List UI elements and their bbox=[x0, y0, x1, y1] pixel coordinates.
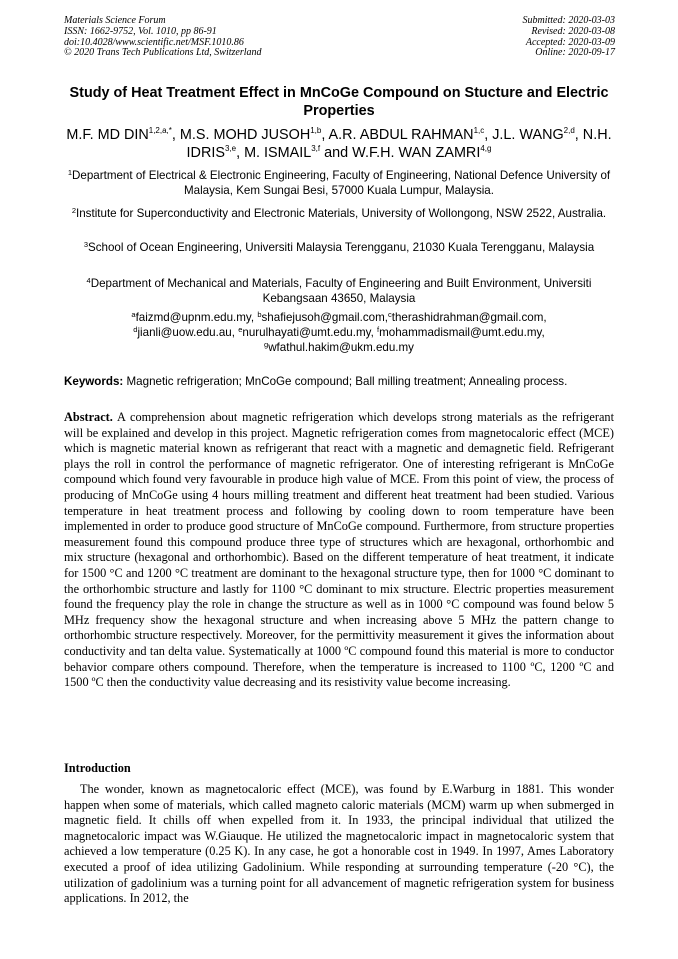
keywords-text: Magnetic refrigeration; MnCoGe compound; Ball milling treatment; Annealing process. bbox=[126, 375, 568, 388]
author-affiliation-mark: 1,c bbox=[473, 126, 485, 135]
abstract-section bbox=[64, 410, 614, 691]
author-separator: , bbox=[321, 127, 329, 143]
email-address[interactable]: nurulhayati@umt.edu.my bbox=[242, 326, 371, 339]
email-mark: d bbox=[133, 325, 138, 334]
email-address[interactable]: therashidrahman@gmail.com bbox=[391, 311, 544, 324]
publication-dates bbox=[523, 16, 616, 59]
email-mark: g bbox=[264, 340, 269, 349]
author-name: W.F.H. WAN ZAMRI bbox=[352, 145, 481, 161]
author-name: M.S. MOHD JUSOH bbox=[179, 127, 311, 143]
email-mark: b bbox=[257, 310, 262, 319]
email-mark: c bbox=[388, 310, 392, 319]
email-address[interactable]: jianli@uow.edu.au bbox=[137, 326, 232, 339]
email-separator: , bbox=[370, 326, 378, 339]
author-affiliation-mark: 1,b bbox=[310, 126, 322, 135]
introduction-heading: Introduction bbox=[64, 761, 131, 775]
email-separator: , bbox=[541, 326, 545, 339]
author-name: M.F. MD DIN bbox=[66, 127, 149, 143]
paper-title: Study of Heat Treatment Effect in MnCoGe Compound on Stucture and Electric Properties bbox=[69, 85, 609, 119]
journal-info bbox=[64, 16, 262, 59]
affiliation-text: Department of Mechanical and Materials, Faculty of Engineering and Built Environment, Universiti Kebangsaan 43650, Malaysia bbox=[90, 277, 592, 305]
affiliation-number: 3 bbox=[83, 240, 88, 249]
author-name: J.L. WANG bbox=[492, 127, 564, 143]
accepted-date: Accepted: 2020-03-09 bbox=[525, 36, 615, 48]
keywords-line bbox=[64, 374, 614, 389]
abstract-text: A comprehension about magnetic refrigeration which develops strong materials as the refrigerant will be explained and develop in this project. Magnetic refrigeration comes from magnetocaloric effect (MCE) which is magnetic material known as refrigerant that react with a magnetic and demagnetic field. Refrigerant plays the roll in control the performance of magnetic refrigerator. One of interesting refrigerant is MnCoGe compound which found very favourable in produce high value of MCE. From this point of view, the process of producing of MnCoGe using 4 hours milling treatment and different heat treatment had been studied. Various temperature in heat treatment process and following by cooling down to room temperature have been implemented in order to produce good structure of MnCoGe compound. Furthermore, from structure properties measurement found this compound produce three type of structures which are hexagonal, orthorhombic and mix structure (hexagonal and orthorhombic). Based on the different temperature of heat treatment, it indicate for 1500 °C and 1200 °C treatment are dominant to the hexagonal structure type, then for 1000 °C dominant to the orthorhombic structure and lastly for 1100 °C dominant to mix structure. Electric properties measurement found the frequency play the role in change the structure as well as in 1000 °C compound was found below 5 MHz frequency show the hexagonal structure and when increasing above 5 MHz the pattern change to orthorhombic structure respectively. Moreover, for the permittivity measurement it gives the information about conductivity and tan delta value. Systematically at 1000 ºC compound found this material is more to conductor behavior compare others compound. Therefore, when the temperature is increased to 1100 ºC, 1200 ºC and 1500 ºC then the conductivity value decreasing and its resistivity value become increasing. bbox=[64, 410, 614, 690]
email-separator: , bbox=[543, 311, 547, 324]
affiliation-text: School of Ocean Engineering, Universiti Malaysia Terengganu, 21030 Kuala Terengganu, Malaysia bbox=[88, 241, 595, 254]
affiliation-number: 1 bbox=[67, 168, 73, 177]
affiliation-text: Department of Electrical & Electronic Engineering, Faculty of Engineering, National Defence University of Malaysia, Kem Sungai Besi, 57000 Kuala Lumpur, Malaysia. bbox=[72, 169, 611, 197]
email-mark: e bbox=[238, 325, 243, 334]
email-list bbox=[64, 310, 614, 355]
author-affiliation-mark: 4,g bbox=[480, 144, 492, 153]
email-address[interactable]: shafiejusoh@gmail.com bbox=[261, 311, 385, 324]
author-affiliation-mark: 3,f bbox=[311, 144, 321, 153]
email-address[interactable]: faizmd@upnm.edu.my bbox=[135, 311, 251, 324]
issn-line: ISSN: 1662-9752, Vol. 1010, pp 86-91 bbox=[64, 25, 217, 37]
author-affiliation-mark: 2,d bbox=[563, 126, 575, 135]
affiliation-4 bbox=[64, 276, 614, 306]
email-separator: , bbox=[384, 311, 388, 324]
affiliation-number: 2 bbox=[71, 206, 77, 215]
copyright-line: © 2020 Trans Tech Publications Ltd, Switzerland bbox=[64, 47, 262, 59]
keywords-label: Keywords: bbox=[64, 375, 124, 388]
author-separator: , bbox=[574, 127, 583, 143]
author-separator: , bbox=[236, 145, 245, 161]
author-separator: , bbox=[484, 127, 493, 143]
affiliation-3 bbox=[64, 240, 614, 255]
email-mark: a bbox=[131, 310, 136, 319]
email-separator: , bbox=[250, 311, 258, 324]
revised-date: Revised: 2020-03-08 bbox=[531, 25, 615, 37]
author-list bbox=[64, 126, 614, 162]
author-name: N.H. IDRIS bbox=[186, 127, 612, 161]
affiliation-2 bbox=[64, 206, 614, 221]
author-separator: , bbox=[171, 127, 180, 143]
email-mark: f bbox=[377, 325, 380, 334]
submitted-date: Submitted: 2020-03-03 bbox=[522, 15, 615, 26]
email-separator: , bbox=[231, 326, 239, 339]
email-address[interactable]: mohammadismail@umt.edu.my bbox=[379, 326, 542, 339]
online-date: Online: 2020-09-17 bbox=[535, 47, 615, 59]
author-separator: and bbox=[320, 145, 353, 161]
affiliation-text: Institute for Superconductivity and Electronic Materials, University of Wollongong, NSW 2522, Australia. bbox=[76, 207, 607, 220]
author-affiliation-mark: 3,e bbox=[224, 144, 237, 153]
introduction-text: The wonder, known as magnetocaloric effect (MCE), was found by E.Warburg in 1881. This wonder happen when some of materials, which called magneto caloric materials (MCM) warm up when submerged in magnetic field. It chills off when expelled from it. In 1933, the principal individual that utilized the magnetocaloric impact was W.Giauque. He utilized the magnetocaloric impact in magnetocaloric system that achieved a low temperature (0.25 K). In any case, he got a honorable cost in 1949. In 1997, Ames Laboratory executed a proof of idea utilizing Gadolinium. While responding at surrounding temperature (-20 °C), the utilization of gadolinium was a turning point for all advancement of magnetic refrigeration system for business applications. In 2012, the bbox=[64, 782, 614, 906]
affiliation-number: 4 bbox=[86, 276, 91, 285]
author-name: A.R. ABDUL RAHMAN bbox=[328, 127, 474, 143]
affiliation-1 bbox=[64, 168, 614, 198]
author-name: M. ISMAIL bbox=[244, 145, 312, 161]
author-affiliation-mark: 1,2,a,* bbox=[148, 126, 172, 135]
journal-name: Materials Science Forum bbox=[64, 15, 166, 26]
doi-line: doi:10.4028/www.scientific.net/MSF.1010.86 bbox=[64, 36, 244, 48]
abstract-label: Abstract. bbox=[64, 410, 113, 424]
email-address[interactable]: wfathul.hakim@ukm.edu.my bbox=[268, 341, 414, 354]
